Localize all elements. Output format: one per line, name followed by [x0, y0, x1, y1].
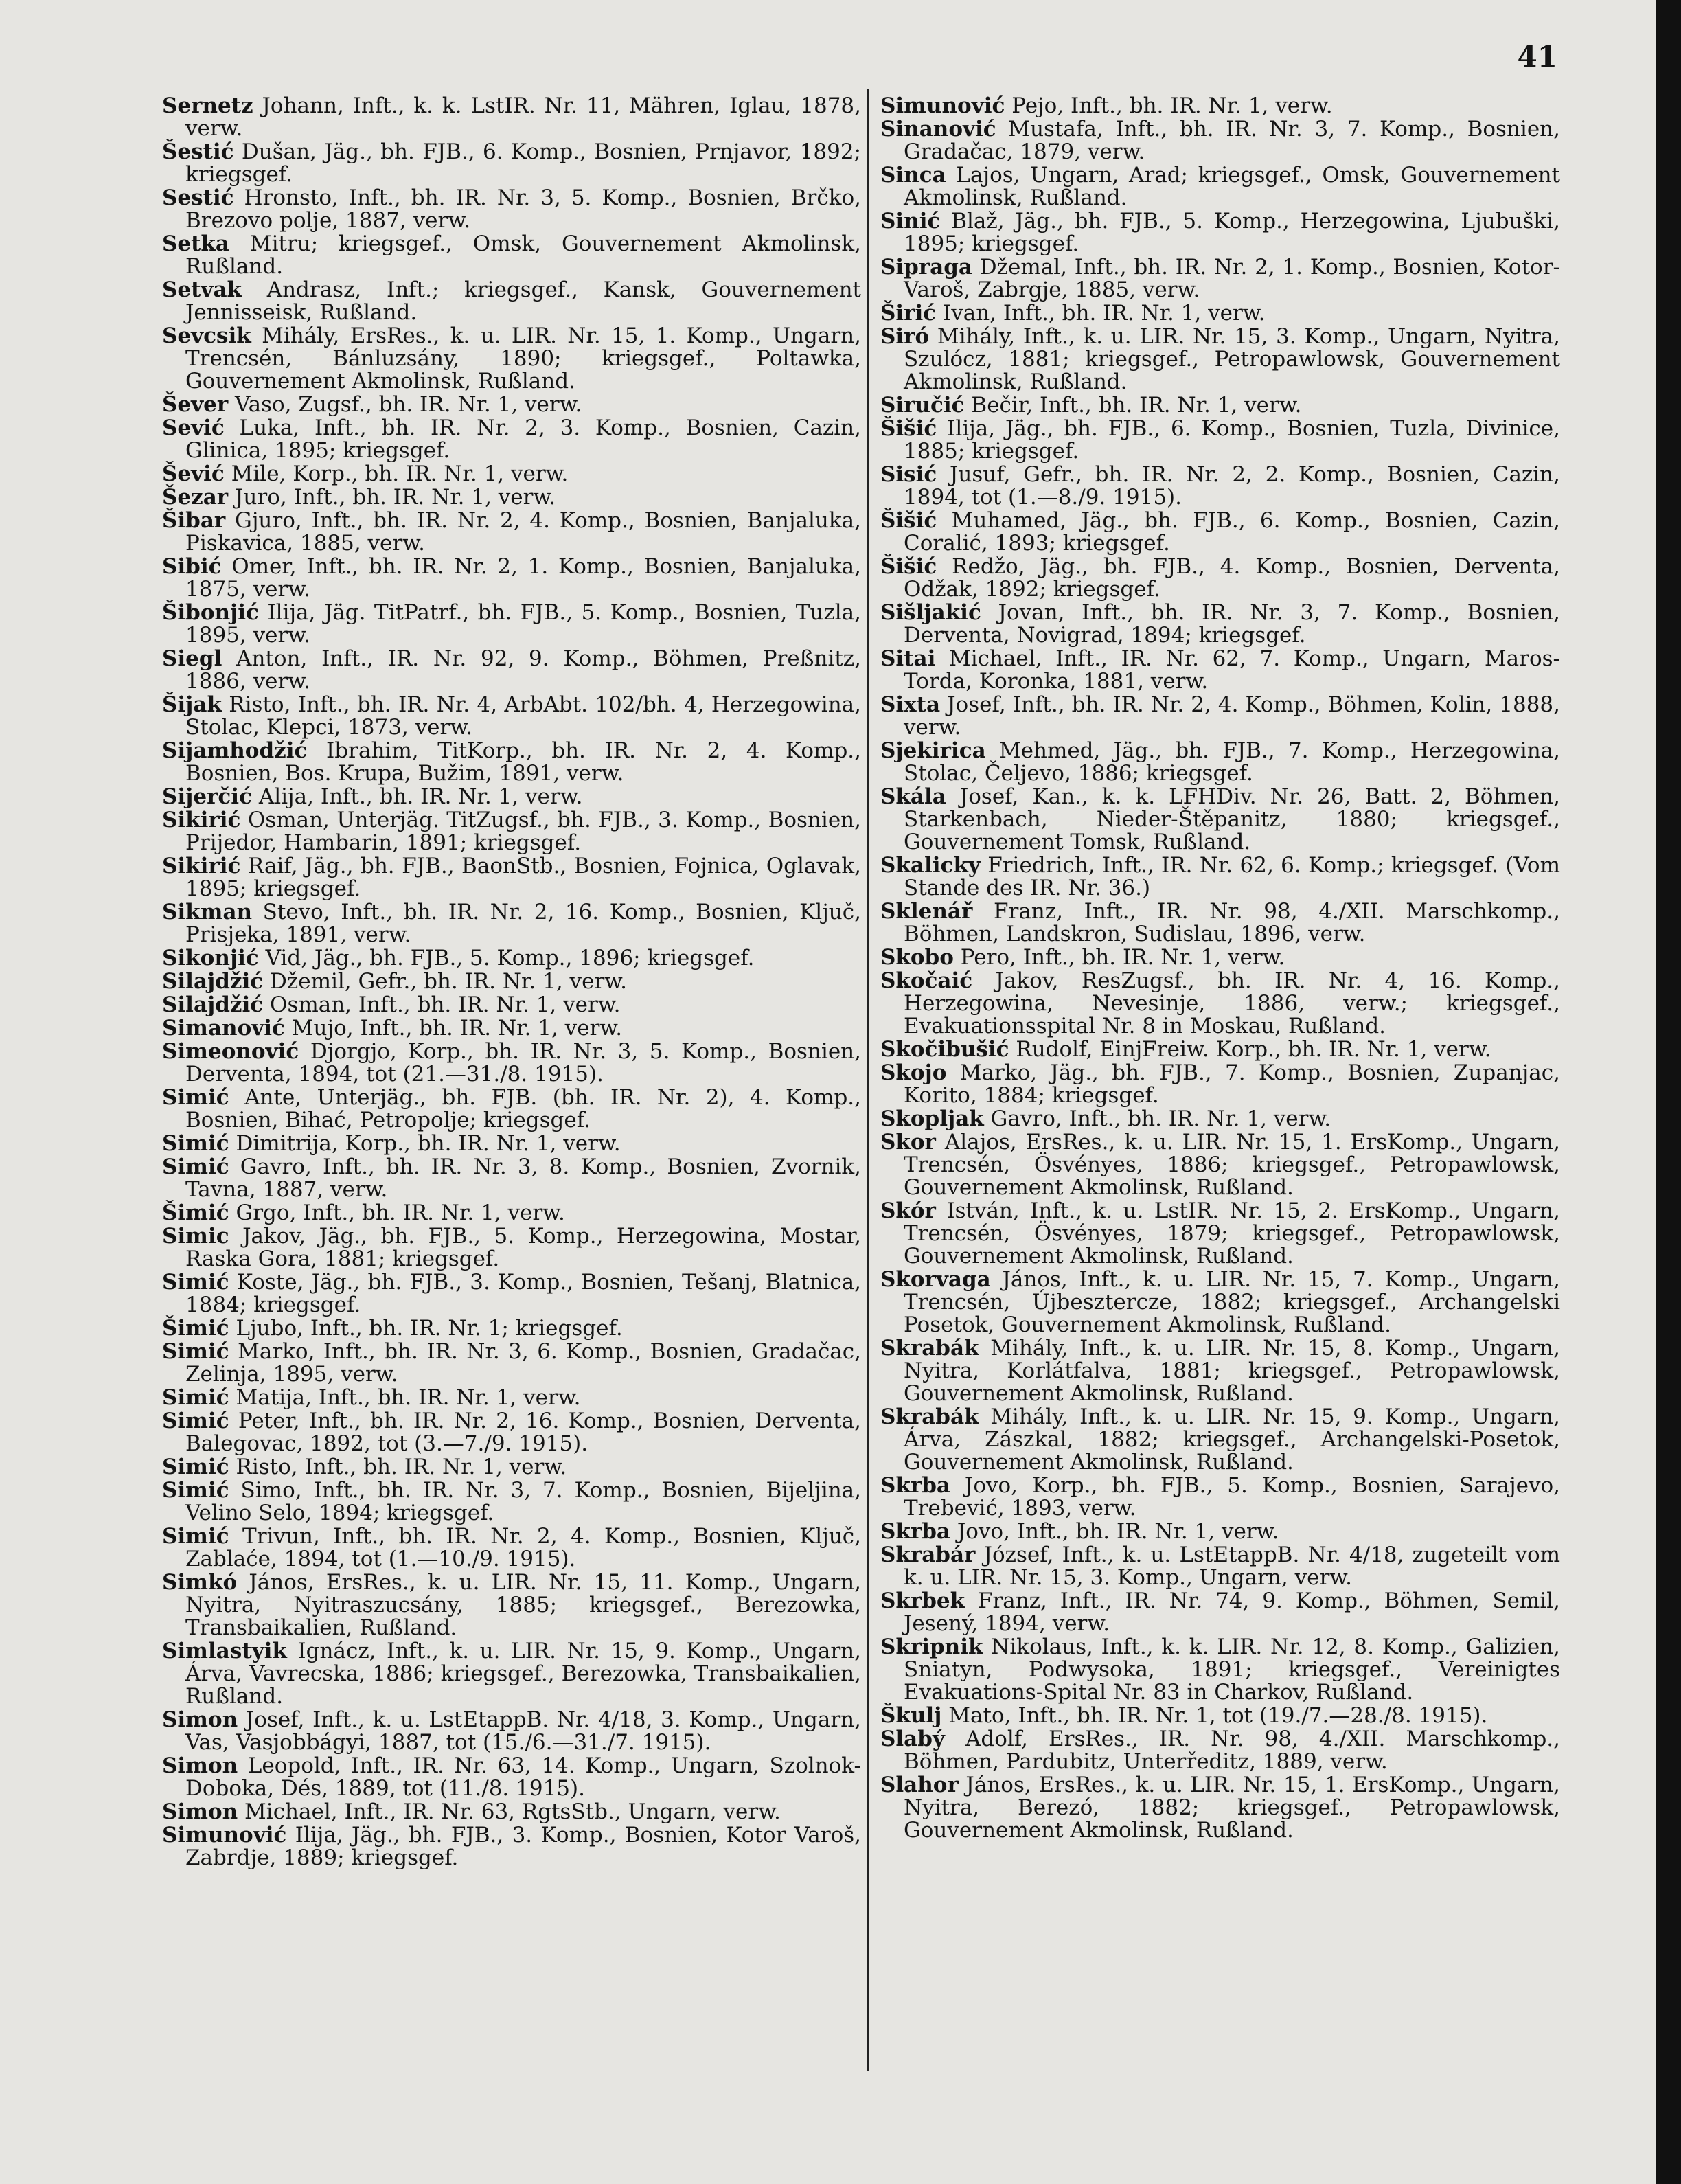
- entry-details: Marko, Inft., bh. IR. Nr. 3, 6. Komp., Bosnien, Gradačac, Zelinja, 1895, verw.: [185, 1339, 861, 1387]
- entry-surname: Skrba: [880, 1473, 950, 1498]
- entry-surname: Sević: [162, 416, 225, 440]
- register-entry: [162, 1387, 861, 1409]
- entry-details: Jakov, ResZugsf., bh. IR. Nr. 4, 16. Komp., Herzegowina, Nevesinje, 1886, verw.; kriegsgef., Evakuationsspital Nr. 8 in Moskau, Rußland.: [904, 968, 1560, 1038]
- entry-surname: Simon: [162, 1707, 238, 1732]
- entry-details: Ilija, Jäg. TitPatrf., bh. FJB., 5. Komp., Bosnien, Tuzla, 1895, verw.: [185, 600, 861, 648]
- entry-details: Risto, Inft., bh. IR. Nr. 1, verw.: [229, 1455, 567, 1479]
- entry-details: Marko, Jäg., bh. FJB., 7. Komp., Bosnien, Zupanjac, Korito, 1884; kriegsgef.: [904, 1060, 1560, 1108]
- entry-surname: Šišić: [880, 508, 937, 533]
- register-entry: [880, 394, 1560, 417]
- entry-details: Vaso, Zugsf., bh. IR. Nr. 1, verw.: [228, 392, 582, 417]
- entry-surname: Šišić: [880, 554, 937, 579]
- entry-details: Jusuf, Gefr., bh. IR. Nr. 2, 2. Komp., Bosnien, Cazin, 1894, tot (1.—8./9. 1915).: [904, 462, 1560, 510]
- entry-surname: Skobo: [880, 945, 954, 970]
- entry-details: Johann, Inft., k. k. LstIR. Nr. 11, Mähren, Iglau, 1878, verw.: [185, 93, 861, 141]
- entry-surname: Simić: [162, 1385, 229, 1410]
- register-entry: [162, 1225, 861, 1271]
- entry-surname: Setka: [162, 231, 229, 256]
- entry-details: Mile, Korp., bh. IR. Nr. 1, verw.: [224, 462, 569, 486]
- entry-details: János, ErsRes., k. u. LIR. Nr. 15, 11. Komp., Ungarn, Nyitra, Nyitraszucsány, 1885; kriegsgef., Berezowka, Transbaikalien, Rußland.: [185, 1570, 861, 1640]
- entry-details: Luka, Inft., bh. IR. Nr. 2, 3. Komp., Bosnien, Cazin, Glinica, 1895; kriegsgef.: [185, 416, 861, 463]
- register-entry: [162, 694, 861, 739]
- entry-details: Mihály, ErsRes., k. u. LIR. Nr. 15, 1. Komp., Ungarn, Trencsén, Bánluzsány, 1890; kriegsgef., Poltawka, Gouvernement Akmolinsk, Rußland.: [185, 323, 861, 394]
- entry-surname: Simić: [162, 1478, 229, 1503]
- right-column: [880, 95, 1560, 1843]
- register-entry: [162, 510, 861, 555]
- entry-surname: Silajdžić: [162, 969, 264, 994]
- register-entry: [162, 1709, 861, 1754]
- entry-surname: Šimić: [162, 1316, 229, 1341]
- register-entry: [162, 602, 861, 647]
- entry-surname: Simić: [162, 1270, 229, 1295]
- register-entry: [880, 510, 1560, 555]
- register-entry: [162, 1456, 861, 1479]
- register-entry: [162, 809, 861, 854]
- entry-surname: Skalicky: [880, 853, 981, 878]
- register-entry: [880, 164, 1560, 209]
- register-entry: [162, 1410, 861, 1455]
- register-entry: [880, 95, 1560, 117]
- entry-surname: Simić: [162, 1409, 229, 1433]
- entry-surname: Skojo: [880, 1060, 947, 1085]
- register-entry: [162, 740, 861, 785]
- entry-surname: Sijerčić: [162, 784, 252, 809]
- entry-details: Džemil, Gefr., bh. IR. Nr. 1, verw.: [263, 969, 627, 994]
- entry-surname: Sinić: [880, 209, 941, 234]
- entry-surname: Siegl: [162, 646, 222, 671]
- entry-surname: Sitai: [880, 646, 936, 671]
- register-entry: [162, 648, 861, 693]
- register-entry: [162, 1341, 861, 1386]
- register-entry: [880, 1475, 1560, 1520]
- register-entry: [880, 694, 1560, 739]
- register-entry: [880, 1590, 1560, 1635]
- entry-surname: Sipraga: [880, 255, 973, 280]
- register-entry: [880, 648, 1560, 693]
- register-entry: [880, 464, 1560, 509]
- entry-surname: Skočaić: [880, 968, 973, 993]
- register-entry: [162, 394, 861, 416]
- register-entry: [880, 1521, 1560, 1543]
- register-entry: [162, 1571, 861, 1639]
- entry-details: Mitru; kriegsgef., Omsk, Gouvernement Akmolinsk, Rußland.: [185, 231, 861, 279]
- entry-details: Pejo, Inft., bh. IR. Nr. 1, verw.: [1005, 93, 1333, 118]
- entry-details: Ilija, Jäg., bh. FJB., 6. Komp., Bosnien, Tuzla, Divinice, 1885; kriegsgef.: [904, 416, 1560, 464]
- entry-surname: Sinca: [880, 163, 946, 187]
- entry-surname: Simić: [162, 1085, 229, 1110]
- entry-details: Franz, Inft., IR. Nr. 98, 4./XII. Marschkomp., Böhmen, Landskron, Sudislau, 1896, verw.: [904, 899, 1560, 946]
- entry-surname: Simić: [162, 1154, 229, 1179]
- entry-details: Mihály, Inft., k. u. LIR. Nr. 15, 8. Komp., Ungarn, Nyitra, Korlátfalva, 1881; kriegsgef., Petropawlowsk, Gouvernement Akmolinsk, Rußland.: [904, 1336, 1560, 1406]
- entry-details: Gavro, Inft., bh. IR. Nr. 1, verw.: [983, 1106, 1331, 1131]
- entry-details: Dimitrija, Korp., bh. IR. Nr. 1, verw.: [229, 1131, 621, 1156]
- register-entry: [880, 1062, 1560, 1107]
- entry-details: Mujo, Inft., bh. IR. Nr. 1, verw.: [284, 1016, 623, 1040]
- entry-details: Nikolaus, Inft., k. k. LIR. Nr. 12, 8. Komp., Galizien, Sniatyn, Podwysoka, 1891; kriegsgef., Vereinigtes Evakuations-Spital Nr. 83 in Charkov, Rußland.: [904, 1635, 1560, 1705]
- register-entry: [880, 326, 1560, 394]
- entry-details: Ibrahim, TitKorp., bh. IR. Nr. 2, 4. Komp., Bosnien, Bos. Krupa, Bužim, 1891, verw.: [185, 738, 861, 786]
- entry-surname: Sisić: [880, 462, 937, 487]
- entry-surname: Setvak: [162, 277, 242, 302]
- entry-surname: Simon: [162, 1799, 238, 1824]
- left-column: [162, 95, 861, 1870]
- entry-surname: Simunović: [880, 93, 1005, 118]
- register-entry: [880, 900, 1560, 946]
- entry-details: Blaž, Jäg., bh. FJB., 5. Komp., Herzegowina, Ljubuški, 1895; kriegsgef.: [904, 209, 1560, 256]
- entry-details: Hronsto, Inft., bh. IR. Nr. 3, 5. Komp., Bosnien, Brčko, Brezovo polje, 1887, verw.: [185, 185, 861, 233]
- entry-details: József, Inft., k. u. LstEtappB. Nr. 4/18, zugeteilt vom k. u. LIR. Nr. 15, 3. Komp., Ungarn, verw.: [904, 1543, 1560, 1590]
- entry-details: Peter, Inft., bh. IR. Nr. 2, 16. Komp., Bosnien, Derventa, Balegovac, 1892, tot (3.—7./9. 1915).: [185, 1409, 861, 1456]
- register-entry: [162, 1087, 861, 1132]
- entry-details: Raif, Jäg., bh. FJB., BaonStb., Bosnien, Fojnica, Oglavak, 1895; kriegsgef.: [185, 854, 861, 901]
- entry-surname: Škulj: [880, 1703, 942, 1728]
- entry-surname: Simkó: [162, 1570, 238, 1595]
- entry-surname: Sikirić: [162, 854, 241, 878]
- entry-surname: Silajdžić: [162, 992, 264, 1017]
- register-entry: [880, 556, 1560, 601]
- entry-surname: Sikman: [162, 900, 253, 924]
- entry-details: Josef, Inft., k. u. LstEtappB. Nr. 4/18, 3. Komp., Ungarn, Vas, Vasjobbágyi, 1887, tot (15./6.—31./7. 1915).: [185, 1707, 861, 1755]
- entry-details: Simo, Inft., bh. IR. Nr. 3, 7. Komp., Bosnien, Bijeljina, Velino Selo, 1894; kriegsgef.: [185, 1478, 861, 1525]
- entry-details: Redžo, Jäg., bh. FJB., 4. Komp., Bosnien, Derventa, Odžak, 1892; kriegsgef.: [904, 554, 1560, 602]
- page-edge-shadow: [1656, 0, 1681, 2184]
- entry-details: Ilija, Jäg., bh. FJB., 3. Komp., Bosnien, Kotor Varoš, Zabrdje, 1889; kriegsgef.: [185, 1823, 861, 1870]
- register-entry: [880, 970, 1560, 1038]
- entry-details: Vid, Jäg., bh. FJB., 5. Komp., 1896; kriegsgef.: [258, 946, 755, 970]
- register-entry: [880, 1544, 1560, 1589]
- entry-surname: Simić: [162, 1339, 229, 1364]
- register-entry: [880, 602, 1560, 647]
- register-entry: [162, 1271, 861, 1317]
- entry-details: Mato, Inft., bh. IR. Nr. 1, tot (19./7.—28./8. 1915).: [941, 1703, 1488, 1728]
- entry-details: Jakov, Jäg., bh. FJB., 5. Komp., Herzegowina, Mostar, Raska Gora, 1881; kriegsgef.: [185, 1224, 861, 1271]
- entry-details: Gavro, Inft., bh. IR. Nr. 3, 8. Komp., Bosnien, Zvornik, Tavna, 1887, verw.: [185, 1154, 861, 1202]
- entry-surname: Skripnik: [880, 1635, 983, 1659]
- entry-details: Bečir, Inft., bh. IR. Nr. 1, verw.: [964, 393, 1302, 418]
- register-entry: [162, 1824, 861, 1869]
- register-entry: [162, 486, 861, 509]
- register-entry: [880, 1636, 1560, 1704]
- entry-details: Anton, Inft., IR. Nr. 92, 9. Komp., Böhmen, Preßnitz, 1886, verw.: [185, 646, 861, 694]
- entry-surname: Skopljak: [880, 1106, 984, 1131]
- entry-surname: Simić: [162, 1131, 229, 1156]
- register-entry: [162, 1040, 861, 1086]
- entry-details: Matija, Inft., bh. IR. Nr. 1, verw.: [229, 1385, 581, 1410]
- entry-surname: Siró: [880, 324, 930, 349]
- entry-surname: Šišić: [880, 416, 937, 441]
- entry-surname: Šibar: [162, 508, 226, 533]
- register-entry: [880, 1705, 1560, 1727]
- register-entry: [880, 1131, 1560, 1199]
- entry-details: Osman, Unterjäg. TitZugsf., bh. FJB., 3. Komp., Bosnien, Prijedor, Hambarin, 1891; kriegsgef.: [185, 808, 861, 855]
- register-entry: [880, 946, 1560, 969]
- entry-surname: Sevcsik: [162, 323, 251, 348]
- entry-details: Stevo, Inft., bh. IR. Nr. 2, 16. Komp., Bosnien, Ključ, Prisjeka, 1891, verw.: [185, 900, 861, 947]
- page-number: 41: [1517, 40, 1557, 73]
- entry-surname: Skála: [880, 784, 946, 809]
- entry-details: Alija, Inft., bh. IR. Nr. 1, verw.: [251, 784, 583, 809]
- entry-details: Juro, Inft., bh. IR. Nr. 1, verw.: [228, 485, 556, 510]
- entry-details: Risto, Inft., bh. IR. Nr. 4, ArbAbt. 102/bh. 4, Herzegowina, Stolac, Klepci, 1873, verw.: [185, 692, 861, 740]
- entry-surname: Šimić: [162, 1201, 229, 1225]
- register-entry: [162, 994, 861, 1016]
- entry-surname: Sixta: [880, 692, 941, 717]
- entry-details: Pero, Inft., bh. IR. Nr. 1, verw.: [953, 945, 1285, 970]
- entry-details: János, Inft., k. u. LIR. Nr. 15, 7. Komp., Ungarn, Trencsén, Újbesztercze, 1882; kriegsgef., Archangelski Posetok, Gouvernement Akmolinsk, Rußland.: [904, 1267, 1560, 1337]
- entry-details: Gjuro, Inft., bh. IR. Nr. 2, 4. Komp., Bosnien, Banjaluka, Piskavica, 1885, verw.: [185, 508, 861, 556]
- register-entry: [880, 854, 1560, 900]
- register-entry: [880, 1728, 1560, 1773]
- entry-surname: Sibić: [162, 554, 222, 579]
- register-entry: [162, 1156, 861, 1201]
- entry-details: Franz, Inft., IR. Nr. 74, 9. Komp., Böhmen, Semil, Jesený, 1894, verw.: [904, 1589, 1560, 1636]
- entry-details: Rudolf, EinjFreiw. Korp., bh. IR. Nr. 1, verw.: [1009, 1037, 1491, 1062]
- entry-surname: Skrabák: [880, 1336, 979, 1361]
- entry-details: Omer, Inft., bh. IR. Nr. 2, 1. Komp., Bosnien, Banjaluka, 1875, verw.: [185, 554, 861, 602]
- entry-details: Michael, Inft., IR. Nr. 63, RgtsStb., Ungarn, verw.: [238, 1799, 781, 1824]
- register-entry: [162, 1017, 861, 1040]
- entry-surname: Skočibušić: [880, 1037, 1009, 1062]
- register-entry: [880, 1269, 1560, 1336]
- entry-surname: Simanović: [162, 1016, 285, 1040]
- entry-details: Jovo, Korp., bh. FJB., 5. Komp., Bosnien, Sarajevo, Trebević, 1893, verw.: [904, 1473, 1560, 1521]
- register-entry: [880, 1774, 1560, 1842]
- register-entry: [880, 418, 1560, 463]
- entry-details: Mihály, Inft., k. u. LIR. Nr. 15, 3. Komp., Ungarn, Nyitra, Szulócz, 1881; kriegsgef., Petropawlowsk, Gouvernement Akmolinsk, Rußland.: [904, 324, 1560, 394]
- register-entry: [162, 233, 861, 278]
- register-entry: [880, 786, 1560, 854]
- entry-details: Josef, Inft., bh. IR. Nr. 2, 4. Komp., Böhmen, Kolin, 1888, verw.: [904, 692, 1560, 740]
- entry-details: Adolf, ErsRes., IR. Nr. 98, 4./XII. Marschkomp., Böhmen, Pardubitz, Unterředitz, 1889, verw.: [904, 1727, 1560, 1774]
- register-entry: [162, 970, 861, 993]
- register-entry: [162, 1202, 861, 1225]
- entry-surname: Šević: [162, 462, 225, 486]
- register-entry: [162, 1801, 861, 1823]
- register-entry: [880, 1406, 1560, 1474]
- register-entry: [880, 1038, 1560, 1061]
- entry-surname: Skorvaga: [880, 1267, 991, 1292]
- entry-details: Trivun, Inft., bh. IR. Nr. 2, 4. Komp., Bosnien, Ključ, Zablaće, 1894, tot (1.—10./9. 1915).: [185, 1524, 861, 1571]
- entry-details: Džemal, Inft., bh. IR. Nr. 2, 1. Komp., Bosnien, Kotor-Varoš, Zabrgje, 1885, verw.: [904, 255, 1560, 302]
- register-entry: [162, 141, 861, 186]
- entry-surname: Sikirić: [162, 808, 241, 832]
- entry-surname: Sišljakić: [880, 600, 981, 625]
- register-entry: [162, 1317, 861, 1340]
- entry-surname: Skrabák: [880, 1404, 979, 1429]
- register-entry: [162, 187, 861, 232]
- entry-details: Ljubo, Inft., bh. IR. Nr. 1; kriegsgef.: [229, 1316, 623, 1341]
- register-entry: [162, 417, 861, 462]
- entry-surname: Sklenář: [880, 899, 973, 924]
- entry-surname: Simeonović: [162, 1039, 299, 1064]
- register-entry: [162, 947, 861, 970]
- register-entry: [880, 740, 1560, 785]
- entry-surname: Sernetz: [162, 93, 253, 118]
- entry-surname: Slahor: [880, 1773, 959, 1797]
- entry-details: Jovo, Inft., bh. IR. Nr. 1, verw.: [950, 1519, 1279, 1544]
- entry-details: János, ErsRes., k. u. LIR. Nr. 15, 1. ErsKomp., Ungarn, Nyitra, Berezó, 1882; kriegsgef., Petropawlowsk, Gouvernement Akmolinsk, Rußland.: [904, 1773, 1560, 1843]
- entry-details: István, Inft., k. u. LstIR. Nr. 15, 2. ErsKomp., Ungarn, Trencsén, Ösvényes, 1879; kriegsgef., Petropawlowsk, Gouvernement Akmolinsk, Rußland.: [904, 1198, 1560, 1269]
- entry-details: Jovan, Inft., bh. IR. Nr. 3, 7. Komp., Bosnien, Derventa, Novigrad, 1894; kriegsgef.: [904, 600, 1560, 648]
- register-entry: [162, 1133, 861, 1155]
- entry-surname: Simić: [162, 1455, 229, 1479]
- entry-details: Leopold, Inft., IR. Nr. 63, 14. Komp., Ungarn, Szolnok-Doboka, Dés, 1889, tot (11./8. 1915).: [185, 1753, 861, 1801]
- entry-surname: Simlastyik: [162, 1639, 287, 1663]
- entry-surname: Skor: [880, 1130, 936, 1154]
- register-entry: [880, 256, 1560, 302]
- entry-details: Osman, Inft., bh. IR. Nr. 1, verw.: [263, 992, 621, 1017]
- entry-details: Djorgjo, Korp., bh. IR. Nr. 3, 5. Komp., Bosnien, Derventa, 1894, tot (21.—31./8. 1915).: [185, 1039, 861, 1087]
- register-entry: [880, 1200, 1560, 1268]
- entry-details: Josef, Kan., k. k. LFHDiv. Nr. 26, Batt. 2, Böhmen, Starkenbach, Nieder-Štěpanitz, 1880; kriegsgef., Gouvernement Tomsk, Rußland.: [904, 784, 1560, 854]
- register-entry: [162, 95, 861, 140]
- entry-surname: Slabý: [880, 1727, 945, 1751]
- entry-details: Mustafa, Inft., bh. IR. Nr. 3, 7. Komp., Bosnien, Gradačac, 1879, verw.: [904, 117, 1560, 164]
- register-entry: [162, 463, 861, 486]
- entry-details: Dušan, Jäg., bh. FJB., 6. Komp., Bosnien, Prnjavor, 1892; kriegsgef.: [185, 139, 861, 187]
- entry-surname: Šever: [162, 392, 229, 417]
- register-entry: [162, 279, 861, 324]
- register-entry: [880, 210, 1560, 255]
- entry-surname: Sinanović: [880, 117, 996, 141]
- register-entry: [162, 1640, 861, 1708]
- register-entry: [880, 1108, 1560, 1130]
- register-entry: [162, 1755, 861, 1800]
- register-entry: [162, 855, 861, 900]
- entry-surname: Sijamhodžić: [162, 738, 308, 763]
- register-entry: [162, 325, 861, 393]
- register-entry: [162, 1479, 861, 1525]
- entry-details: Andrasz, Inft.; kriegsgef., Kansk, Gouvernement Jennisseisk, Rußland.: [185, 277, 861, 325]
- entry-surname: Simon: [162, 1753, 238, 1778]
- entry-surname: Šezar: [162, 485, 229, 510]
- entry-details: Friedrich, Inft., IR. Nr. 62, 6. Komp.; kriegsgef. (Vom Stande des IR. Nr. 36.): [904, 853, 1560, 900]
- entry-details: Ante, Unterjäg., bh. FJB. (bh. IR. Nr. 2), 4. Komp., Bosnien, Bihać, Petropolje; kriegsgef.: [185, 1085, 861, 1133]
- entry-details: Mehmed, Jäg., bh. FJB., 7. Komp., Herzegowina, Stolac, Čeljevo, 1886; kriegsgef.: [904, 738, 1560, 786]
- entry-details: Mihály, Inft., k. u. LIR. Nr. 15, 9. Komp., Ungarn, Árva, Zászkal, 1882; kriegsgef., Archangelski-Posetok, Gouvernement Akmolinsk, Rußland.: [904, 1404, 1560, 1475]
- entry-surname: Sjekirica: [880, 738, 986, 763]
- entry-details: Muhamed, Jäg., bh. FJB., 6. Komp., Bosnien, Cazin, Coralić, 1893; kriegsgef.: [904, 508, 1560, 556]
- entry-details: Alajos, ErsRes., k. u. LIR. Nr. 15, 1. ErsKomp., Ungarn, Trencsén, Ösvényes, 1886; kriegsgef., Petropawlowsk, Gouvernement Akmolinsk, Rußland.: [904, 1130, 1560, 1200]
- register-entry: [162, 786, 861, 808]
- register-entry: [880, 302, 1560, 325]
- entry-surname: Skór: [880, 1198, 936, 1223]
- column-divider: [867, 89, 869, 2071]
- entry-surname: Sestić: [162, 185, 234, 210]
- entry-surname: Skrbek: [880, 1589, 965, 1613]
- register-entry: [162, 556, 861, 601]
- entry-details: Ignácz, Inft., k. u. LIR. Nr. 15, 9. Komp., Ungarn, Árva, Vavrecska, 1886; kriegsgef., Berezowka, Transbaikalien, Rußland.: [185, 1639, 861, 1709]
- entry-details: Ivan, Inft., bh. IR. Nr. 1, verw.: [936, 301, 1266, 326]
- register-entry: [880, 118, 1560, 163]
- entry-surname: Skrabár: [880, 1543, 976, 1567]
- entry-surname: Šijak: [162, 692, 222, 717]
- entry-surname: Sikonjić: [162, 946, 259, 970]
- entry-details: Koste, Jäg., bh. FJB., 3. Komp., Bosnien, Tešanj, Blatnica, 1884; kriegsgef.: [185, 1270, 861, 1317]
- entry-surname: Skrba: [880, 1519, 950, 1544]
- entry-surname: Siručić: [880, 393, 965, 418]
- entry-details: Lajos, Ungarn, Arad; kriegsgef., Omsk, Gouvernement Akmolinsk, Rußland.: [904, 163, 1560, 210]
- entry-surname: Širić: [880, 301, 937, 326]
- entry-surname: Simunović: [162, 1823, 287, 1847]
- register-entry: [880, 1337, 1560, 1405]
- register-entry: [162, 901, 861, 946]
- entry-surname: Šestić: [162, 139, 234, 164]
- register-entry: [162, 1525, 861, 1571]
- entry-details: Michael, Inft., IR. Nr. 62, 7. Komp., Ungarn, Maros-Torda, Koronka, 1881, verw.: [904, 646, 1560, 694]
- entry-details: Grgo, Inft., bh. IR. Nr. 1, verw.: [229, 1201, 565, 1225]
- entry-surname: Šibonjić: [162, 600, 259, 625]
- entry-surname: Simic: [162, 1224, 229, 1249]
- entry-surname: Simić: [162, 1524, 229, 1549]
